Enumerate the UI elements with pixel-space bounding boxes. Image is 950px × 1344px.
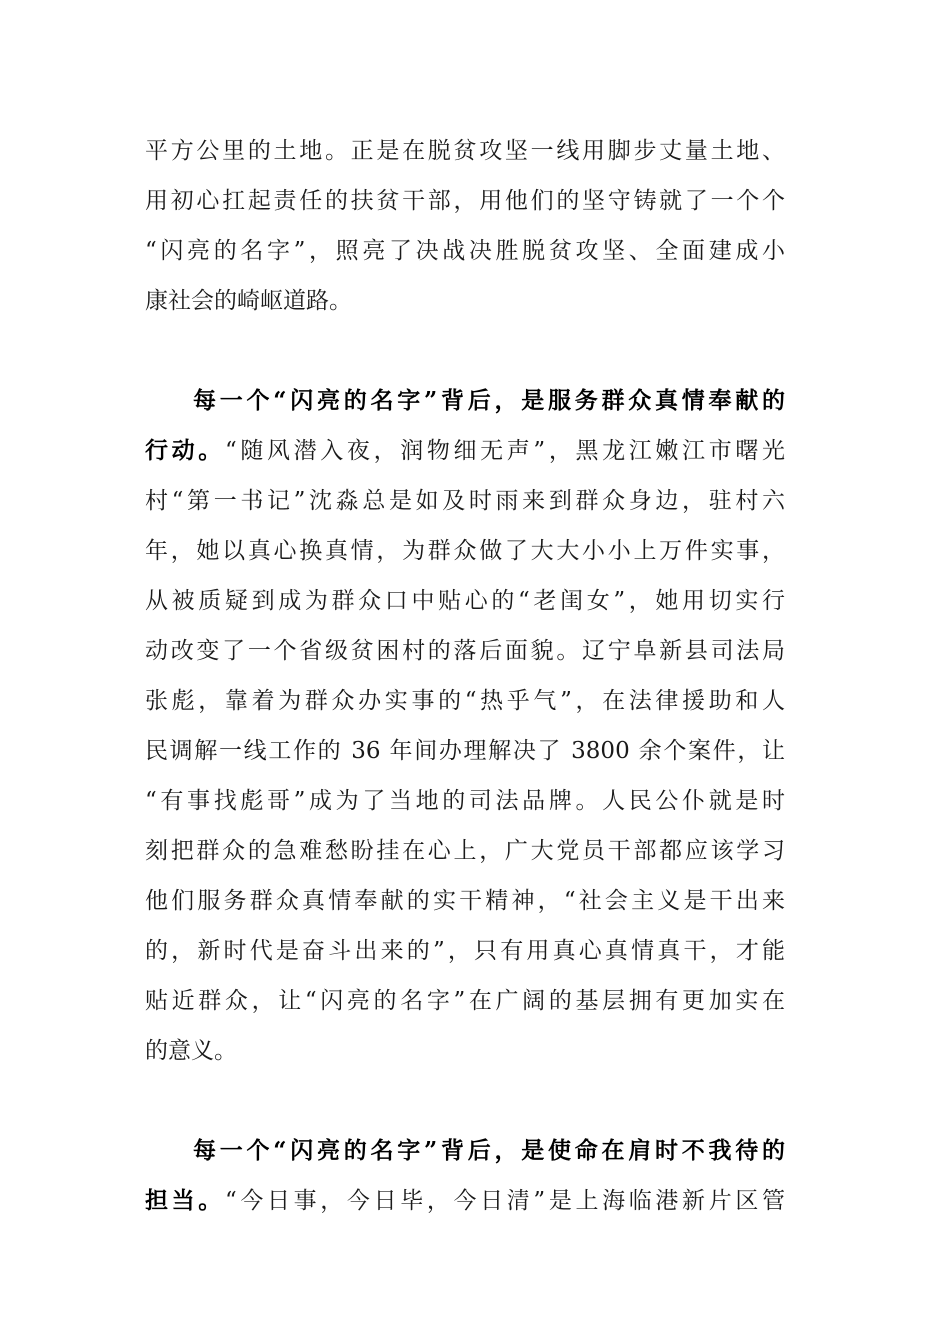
paragraph-line: “闪亮的名字”，照亮了决战决胜脱贫攻坚、全面建成小	[145, 238, 785, 264]
paragraph-line: 的，新时代是奋斗出来的”，只有用真心真情真干，才能	[145, 938, 785, 964]
paragraph-line: 村“第一书记”沈淼总是如及时雨来到群众身边，驻村六	[145, 488, 785, 514]
paragraph-line: 用初心扛起责任的扶贫干部，用他们的坚守铸就了一个个	[145, 188, 785, 214]
paragraph-line-mixed	[145, 433, 785, 469]
paragraph-line: 他们服务群众真情奉献的实干精神，“社会主义是干出来	[145, 888, 785, 914]
paragraph-line: 贴近群众，让“闪亮的名字”在广阔的基层拥有更加实在	[145, 988, 785, 1014]
section-heading-end: 担当。	[145, 1187, 225, 1214]
paragraph-text: “随风潜入夜，润物细无声”，黑龙江嫩江市曙光	[224, 438, 785, 464]
paragraph-line: 张彪，靠着为群众办实事的“热乎气”，在法律援助和人	[145, 688, 785, 714]
paragraph-line: 年，她以真心换真情，为群众做了大大小小上万件实事，	[145, 538, 785, 564]
paragraph-line: 的意义。	[145, 1038, 237, 1064]
paragraph-line: 动改变了一个省级贫困村的落后面貌。辽宁阜新县司法局	[145, 638, 785, 664]
section-heading-line: 每一个“闪亮的名字”背后，是使命在肩时不我待的	[193, 1137, 785, 1164]
paragraph-line-mixed	[145, 1183, 785, 1219]
paragraph-line: 民调解一线工作的 36 年间办理解决了 3800 余个案件，让	[145, 738, 785, 764]
section-heading-end: 行动。	[145, 437, 225, 464]
paragraph-line: “有事找彪哥”成为了当地的司法品牌。人民公仆就是时	[145, 788, 785, 814]
paragraph-line: 康社会的崎岖道路。	[145, 288, 352, 314]
paragraph-line: 从被质疑到成为群众口中贴心的“老闺女”，她用切实行	[145, 588, 785, 614]
paragraph-line: 刻把群众的急难愁盼挂在心上，广大党员干部都应该学习	[145, 838, 785, 864]
section-heading-line: 每一个“闪亮的名字”背后，是服务群众真情奉献的	[193, 387, 785, 414]
paragraph-text: “今日事，今日毕，今日清”是上海临港新片区管	[224, 1188, 785, 1214]
paragraph-line: 平方公里的土地。正是在脱贫攻坚一线用脚步丈量土地、	[145, 138, 785, 164]
